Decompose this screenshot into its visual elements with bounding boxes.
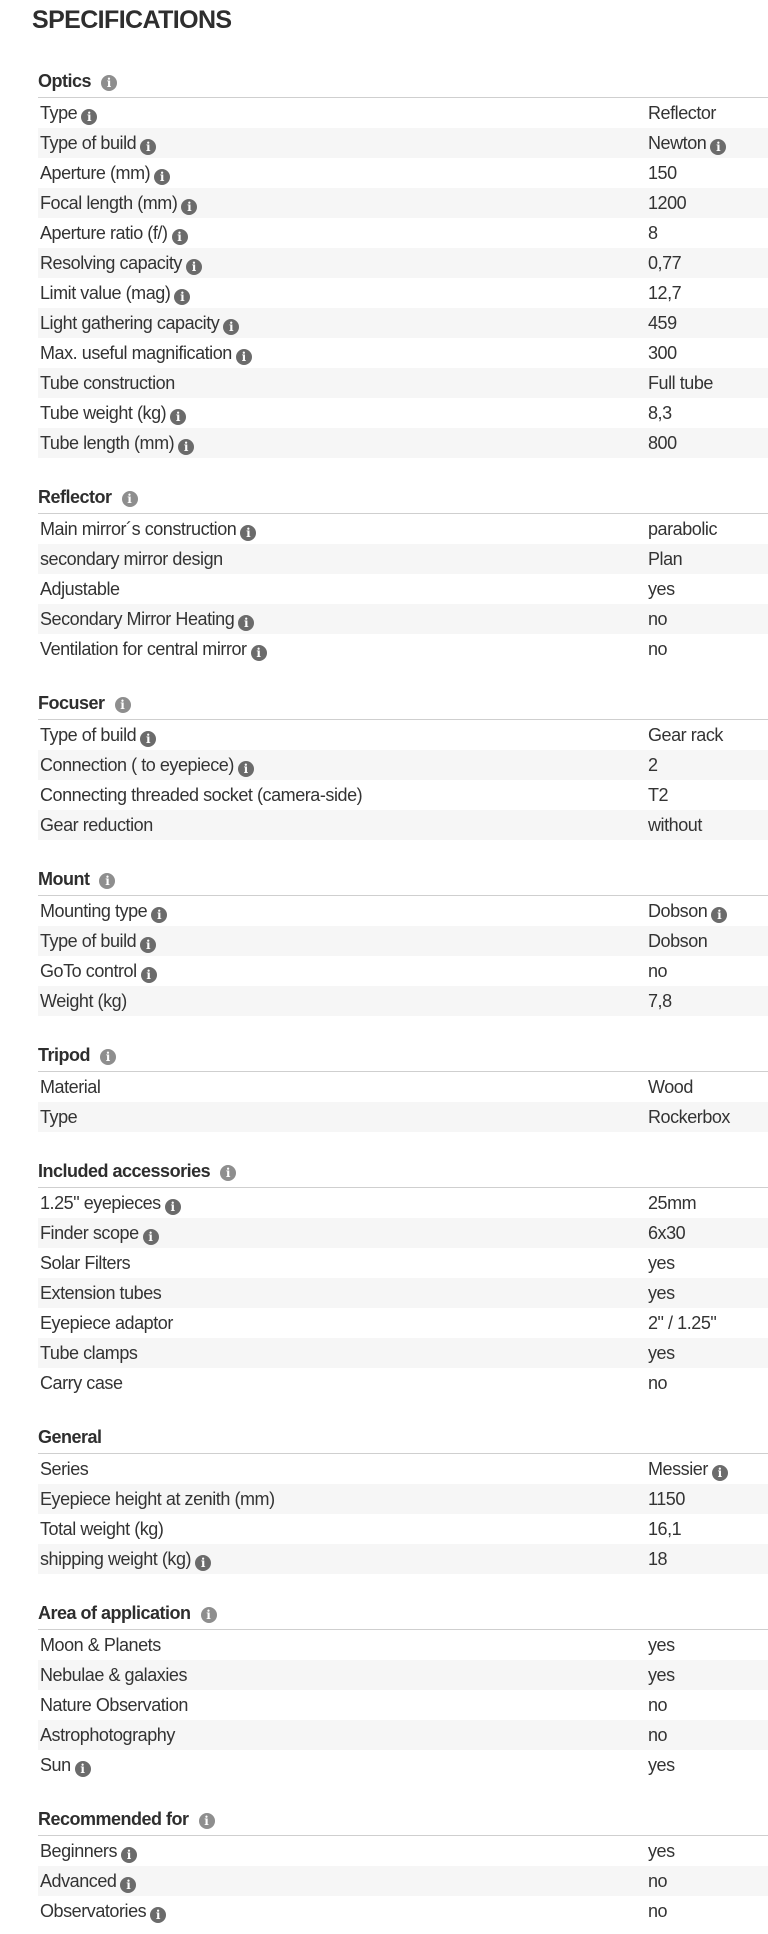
- spec-label-text: Aperture ratio (f/): [40, 223, 168, 243]
- section-reflector: [38, 487, 768, 664]
- spec-label: [38, 248, 648, 278]
- spec-value: [648, 574, 675, 604]
- spec-value-text: Full tube: [648, 373, 713, 393]
- spec-value: [648, 98, 716, 128]
- spec-value: [648, 1338, 675, 1368]
- spec-value-text: 150: [648, 163, 677, 183]
- info-icon[interactable]: i: [101, 75, 117, 91]
- section-heading: [38, 69, 117, 93]
- spec-label: [38, 1338, 648, 1368]
- info-icon[interactable]: i: [223, 319, 239, 335]
- info-icon[interactable]: i: [710, 139, 726, 155]
- info-icon[interactable]: i: [115, 697, 131, 713]
- info-icon[interactable]: i: [141, 967, 157, 983]
- spec-label: [38, 1368, 648, 1398]
- section-title: Focuser: [38, 693, 105, 713]
- info-icon[interactable]: i: [140, 139, 156, 155]
- spec-value: [648, 1248, 675, 1278]
- spec-label-text: Secondary Mirror Heating: [40, 609, 235, 629]
- info-icon[interactable]: i: [120, 1877, 136, 1893]
- spec-label-text: shipping weight (kg): [40, 1549, 192, 1569]
- spec-value-text: 2" / 1.25": [648, 1313, 717, 1333]
- spec-label: [38, 1188, 648, 1218]
- page-title: SPECIFICATIONS: [32, 6, 232, 34]
- spec-value: [648, 218, 658, 248]
- spec-label-text: Astrophotography: [40, 1725, 175, 1745]
- spec-label: [38, 188, 648, 218]
- spec-label: [38, 1720, 648, 1750]
- spec-row: [38, 1248, 768, 1278]
- spec-value-text: no: [648, 1695, 668, 1715]
- section-heading: [38, 691, 131, 715]
- spec-label: [38, 1102, 648, 1132]
- spec-label-text: Carry case: [40, 1373, 123, 1393]
- info-icon[interactable]: i: [240, 525, 256, 541]
- section-title: Reflector: [38, 487, 112, 507]
- info-icon[interactable]: i: [165, 1199, 181, 1215]
- section-heading: [38, 1601, 217, 1625]
- spec-value: [648, 1514, 681, 1544]
- spec-label-text: Mounting type: [40, 901, 148, 921]
- spec-row: [38, 1660, 768, 1690]
- spec-row: [38, 1514, 768, 1544]
- spec-label: [38, 1690, 648, 1720]
- spec-label: [38, 634, 648, 664]
- spec-label: [38, 1660, 648, 1690]
- spec-value: [648, 1308, 716, 1338]
- spec-row: [38, 604, 768, 634]
- spec-label-text: Sun: [40, 1755, 71, 1775]
- spec-value: [648, 1630, 675, 1660]
- spec-row: [38, 1188, 768, 1218]
- spec-value-text: T2: [648, 785, 669, 805]
- spec-label: [38, 1514, 648, 1544]
- section-title: Optics: [38, 71, 92, 91]
- spec-value: [648, 544, 682, 574]
- section-focuser: [38, 693, 768, 840]
- spec-value: [648, 1660, 675, 1690]
- spec-label-text: Tube weight (kg): [40, 403, 167, 423]
- spec-label-text: Connecting threaded socket (camera-side): [40, 785, 363, 805]
- spec-value-text: Wood: [648, 1077, 693, 1097]
- spec-value: [648, 158, 677, 188]
- spec-row: [38, 1454, 768, 1484]
- spec-value: [648, 1544, 667, 1574]
- spec-label: [38, 98, 648, 128]
- spec-row: [38, 1338, 768, 1368]
- spec-label: [38, 1278, 648, 1308]
- spec-value: [648, 308, 677, 338]
- spec-label-text: Light gathering capacity: [40, 313, 220, 333]
- spec-label-text: Weight (kg): [40, 991, 127, 1011]
- info-icon[interactable]: i: [199, 1813, 215, 1829]
- spec-label: [38, 1750, 648, 1780]
- spec-label-text: Focal length (mm): [40, 193, 178, 213]
- spec-label-text: Eyepiece adaptor: [40, 1313, 173, 1333]
- spec-label-text: Type of build: [40, 931, 137, 951]
- spec-value: [648, 926, 707, 956]
- section-title: Included accessories: [38, 1161, 211, 1181]
- spec-row: [38, 1278, 768, 1308]
- spec-row: [38, 926, 768, 956]
- spec-value: [648, 1750, 675, 1780]
- spec-value: [648, 1218, 685, 1248]
- spec-value-text: 7,8: [648, 991, 672, 1011]
- spec-value: [648, 1454, 728, 1484]
- spec-label-text: Observatories: [40, 1901, 147, 1921]
- spec-value-text: no: [648, 1725, 668, 1745]
- spec-label: [38, 1630, 648, 1660]
- section-title: General: [38, 1427, 102, 1447]
- spec-label: [38, 810, 648, 840]
- spec-label: [38, 278, 648, 308]
- section-heading: [38, 1807, 215, 1831]
- info-icon[interactable]: i: [100, 1049, 116, 1065]
- section-general: [38, 1427, 768, 1574]
- spec-row: [38, 428, 768, 458]
- section-area-of-application: [38, 1603, 768, 1780]
- info-icon[interactable]: i: [151, 907, 167, 923]
- spec-label-text: Nature Observation: [40, 1695, 188, 1715]
- spec-label: [38, 1866, 648, 1896]
- spec-label: [38, 1072, 648, 1102]
- spec-value-text: 16,1: [648, 1519, 682, 1539]
- spec-label: [38, 1484, 648, 1514]
- spec-label-text: Ventilation for central mirror: [40, 639, 247, 659]
- info-icon[interactable]: i: [220, 1165, 236, 1181]
- spec-value: [648, 1690, 667, 1720]
- spec-value: [648, 1720, 667, 1750]
- spec-value-text: no: [648, 1871, 668, 1891]
- spec-value-text: yes: [648, 1665, 675, 1685]
- info-icon[interactable]: i: [143, 1229, 159, 1245]
- info-icon[interactable]: i: [99, 873, 115, 889]
- spec-label-text: Moon & Planets: [40, 1635, 161, 1655]
- spec-row: [38, 896, 768, 926]
- spec-value-text: 8: [648, 223, 658, 243]
- spec-value: [648, 956, 667, 986]
- spec-label: [38, 720, 648, 750]
- spec-value-text: Dobson: [648, 931, 708, 951]
- spec-value: [648, 188, 686, 218]
- section-heading: [38, 1043, 116, 1067]
- info-icon[interactable]: i: [181, 199, 197, 215]
- spec-value-text: 800: [648, 433, 677, 453]
- spec-row: [38, 1218, 768, 1248]
- spec-row: [38, 308, 768, 338]
- info-icon[interactable]: i: [178, 439, 194, 455]
- spec-row: [38, 956, 768, 986]
- spec-row: [38, 574, 768, 604]
- spec-row: [38, 188, 768, 218]
- info-icon[interactable]: i: [140, 937, 156, 953]
- spec-value-text: without: [648, 815, 702, 835]
- spec-label: [38, 1218, 648, 1248]
- spec-value-text: 8,3: [648, 403, 672, 423]
- spec-value-text: Newton: [648, 133, 707, 153]
- section-heading: [38, 867, 115, 891]
- spec-label-text: Connection ( to eyepiece): [40, 755, 234, 775]
- info-icon[interactable]: i: [170, 409, 186, 425]
- spec-value: [648, 1072, 693, 1102]
- specifications-table: [38, 0, 768, 1926]
- info-icon[interactable]: i: [174, 289, 190, 305]
- spec-label-text: Type of build: [40, 725, 137, 745]
- spec-value: [648, 128, 726, 158]
- spec-label: [38, 780, 648, 810]
- spec-value: [648, 1484, 685, 1514]
- spec-value-text: 25mm: [648, 1193, 697, 1213]
- spec-label: [38, 986, 648, 1016]
- spec-label: [38, 368, 648, 398]
- spec-row: [38, 1836, 768, 1866]
- spec-row: [38, 1308, 768, 1338]
- spec-value: [648, 1836, 675, 1866]
- info-icon[interactable]: i: [140, 731, 156, 747]
- spec-row: [38, 1630, 768, 1660]
- spec-value: [648, 896, 727, 926]
- spec-label-text: Tube construction: [40, 373, 175, 393]
- info-icon[interactable]: i: [172, 229, 188, 245]
- info-icon[interactable]: i: [238, 761, 254, 777]
- spec-row: [38, 248, 768, 278]
- section-title: Recommended for: [38, 1809, 189, 1829]
- section-included-accessories: [38, 1161, 768, 1398]
- spec-label: [38, 428, 648, 458]
- spec-row: [38, 1750, 768, 1780]
- spec-label-text: Gear reduction: [40, 815, 153, 835]
- spec-value-text: no: [648, 639, 668, 659]
- spec-label-text: Nebulae & galaxies: [40, 1665, 188, 1685]
- spec-value-text: yes: [648, 1283, 675, 1303]
- spec-label-text: Type: [40, 1107, 78, 1127]
- spec-label-text: Resolving capacity: [40, 253, 182, 273]
- spec-row: [38, 780, 768, 810]
- spec-label: [38, 308, 648, 338]
- spec-value-text: no: [648, 609, 668, 629]
- spec-label-text: Extension tubes: [40, 1283, 162, 1303]
- spec-value: [648, 514, 717, 544]
- info-icon[interactable]: i: [251, 645, 267, 661]
- info-icon[interactable]: i: [75, 1761, 91, 1777]
- spec-row: [38, 128, 768, 158]
- spec-label-text: Aperture (mm): [40, 163, 151, 183]
- spec-label-text: Beginners: [40, 1841, 118, 1861]
- spec-row: [38, 278, 768, 308]
- spec-label: [38, 926, 648, 956]
- spec-label: [38, 1836, 648, 1866]
- spec-row: [38, 1368, 768, 1398]
- section-title: Tripod: [38, 1045, 90, 1065]
- spec-value-text: 12,7: [648, 283, 682, 303]
- spec-value: [648, 1368, 667, 1398]
- spec-label-text: Material: [40, 1077, 101, 1097]
- spec-row: [38, 218, 768, 248]
- spec-value: [648, 1278, 675, 1308]
- spec-row: [38, 1866, 768, 1896]
- spec-value-text: 6x30: [648, 1223, 686, 1243]
- spec-value: [648, 1896, 667, 1926]
- section-optics: [38, 71, 768, 458]
- spec-label-text: Finder scope: [40, 1223, 139, 1243]
- info-icon[interactable]: i: [195, 1555, 211, 1571]
- info-icon[interactable]: i: [711, 907, 727, 923]
- section-title: Mount: [38, 869, 90, 889]
- spec-value-text: yes: [648, 1253, 675, 1273]
- spec-value: [648, 1102, 730, 1132]
- spec-value-text: yes: [648, 1841, 675, 1861]
- spec-value-text: 1150: [648, 1489, 685, 1509]
- spec-label-text: Type of build: [40, 133, 137, 153]
- spec-label-text: Tube clamps: [40, 1343, 138, 1363]
- spec-row: [38, 986, 768, 1016]
- info-icon[interactable]: i: [150, 1907, 166, 1923]
- spec-label-text: secondary mirror design: [40, 549, 223, 569]
- spec-label-text: Limit value (mag): [40, 283, 171, 303]
- spec-value-text: yes: [648, 579, 675, 599]
- section-heading: [38, 485, 138, 509]
- spec-row: [38, 634, 768, 664]
- info-icon[interactable]: i: [122, 491, 138, 507]
- spec-row: [38, 1484, 768, 1514]
- section-mount: [38, 869, 768, 1016]
- spec-value: [648, 1188, 696, 1218]
- spec-value: [648, 338, 677, 368]
- spec-label: [38, 1896, 648, 1926]
- spec-row: [38, 98, 768, 128]
- spec-label: [38, 544, 648, 574]
- spec-value-text: Reflector: [648, 103, 716, 123]
- spec-label: [38, 514, 648, 544]
- section-recommended-for: [38, 1809, 768, 1926]
- spec-label-text: Eyepiece height at zenith (mm): [40, 1489, 275, 1509]
- spec-value-text: 459: [648, 313, 677, 333]
- spec-value-text: yes: [648, 1635, 675, 1655]
- spec-value-text: 300: [648, 343, 677, 363]
- spec-label-text: Advanced: [40, 1871, 117, 1891]
- info-icon[interactable]: i: [186, 259, 202, 275]
- spec-label: [38, 1308, 648, 1338]
- spec-row: [38, 398, 768, 428]
- info-icon[interactable]: i: [81, 109, 97, 125]
- spec-value: [648, 750, 658, 780]
- spec-label-text: Total weight (kg): [40, 1519, 164, 1539]
- spec-label-text: 1.25" eyepieces: [40, 1193, 161, 1213]
- spec-value: [648, 1866, 667, 1896]
- spec-label: [38, 158, 648, 188]
- spec-value: [648, 428, 677, 458]
- spec-value-text: yes: [648, 1755, 675, 1775]
- spec-label: [38, 604, 648, 634]
- spec-label: [38, 574, 648, 604]
- spec-label: [38, 218, 648, 248]
- spec-label: [38, 1248, 648, 1278]
- spec-value-text: no: [648, 1373, 668, 1393]
- spec-row: [38, 1720, 768, 1750]
- spec-row: [38, 750, 768, 780]
- spec-row: [38, 158, 768, 188]
- spec-label: [38, 398, 648, 428]
- spec-row: [38, 810, 768, 840]
- spec-value-text: no: [648, 1901, 668, 1921]
- spec-label: [38, 338, 648, 368]
- spec-row: [38, 544, 768, 574]
- spec-label: [38, 1544, 648, 1574]
- spec-label: [38, 896, 648, 926]
- spec-value-text: parabolic: [648, 519, 717, 539]
- spec-row: [38, 338, 768, 368]
- spec-label-text: Type: [40, 103, 78, 123]
- spec-label-text: Solar Filters: [40, 1253, 131, 1273]
- spec-value-text: Messier: [648, 1459, 708, 1479]
- spec-label: [38, 956, 648, 986]
- info-icon[interactable]: i: [201, 1607, 217, 1623]
- spec-value: [648, 368, 713, 398]
- spec-value: [648, 634, 667, 664]
- spec-value-text: 0,77: [648, 253, 682, 273]
- spec-label-text: Max. useful magnification: [40, 343, 232, 363]
- spec-row: [38, 368, 768, 398]
- info-icon[interactable]: i: [236, 349, 252, 365]
- spec-label-text: Tube length (mm): [40, 433, 175, 453]
- info-icon[interactable]: i: [154, 169, 170, 185]
- spec-value-text: Gear rack: [648, 725, 723, 745]
- spec-label-text: Series: [40, 1459, 89, 1479]
- spec-value-text: 1200: [648, 193, 687, 213]
- spec-row: [38, 1690, 768, 1720]
- section-tripod: [38, 1045, 768, 1132]
- spec-value-text: Plan: [648, 549, 683, 569]
- spec-row: [38, 1072, 768, 1102]
- info-icon[interactable]: i: [238, 615, 254, 631]
- spec-value: [648, 720, 723, 750]
- spec-value: [648, 278, 681, 308]
- spec-row: [38, 1102, 768, 1132]
- spec-value: [648, 248, 681, 278]
- spec-value-text: 2: [648, 755, 658, 775]
- spec-value-text: Rockerbox: [648, 1107, 730, 1127]
- spec-value: [648, 986, 672, 1016]
- spec-value: [648, 810, 702, 840]
- spec-label: [38, 128, 648, 158]
- spec-value: [648, 780, 668, 810]
- info-icon[interactable]: i: [712, 1465, 728, 1481]
- section-heading: [38, 1425, 102, 1449]
- spec-label-text: GoTo control: [40, 961, 137, 981]
- spec-label-text: Main mirror´s construction: [40, 519, 237, 539]
- section-heading: [38, 1159, 236, 1183]
- spec-row: [38, 720, 768, 750]
- spec-label: [38, 1454, 648, 1484]
- spec-label: [38, 750, 648, 780]
- spec-value-text: 18: [648, 1549, 668, 1569]
- spec-label-text: Adjustable: [40, 579, 120, 599]
- spec-row: [38, 514, 768, 544]
- spec-row: [38, 1544, 768, 1574]
- info-icon[interactable]: i: [121, 1847, 137, 1863]
- spec-value: [648, 604, 667, 634]
- spec-value: [648, 398, 672, 428]
- spec-value-text: Dobson: [648, 901, 708, 921]
- spec-value-text: yes: [648, 1343, 675, 1363]
- spec-row: [38, 1896, 768, 1926]
- spec-value-text: no: [648, 961, 668, 981]
- section-title: Area of application: [38, 1603, 191, 1623]
